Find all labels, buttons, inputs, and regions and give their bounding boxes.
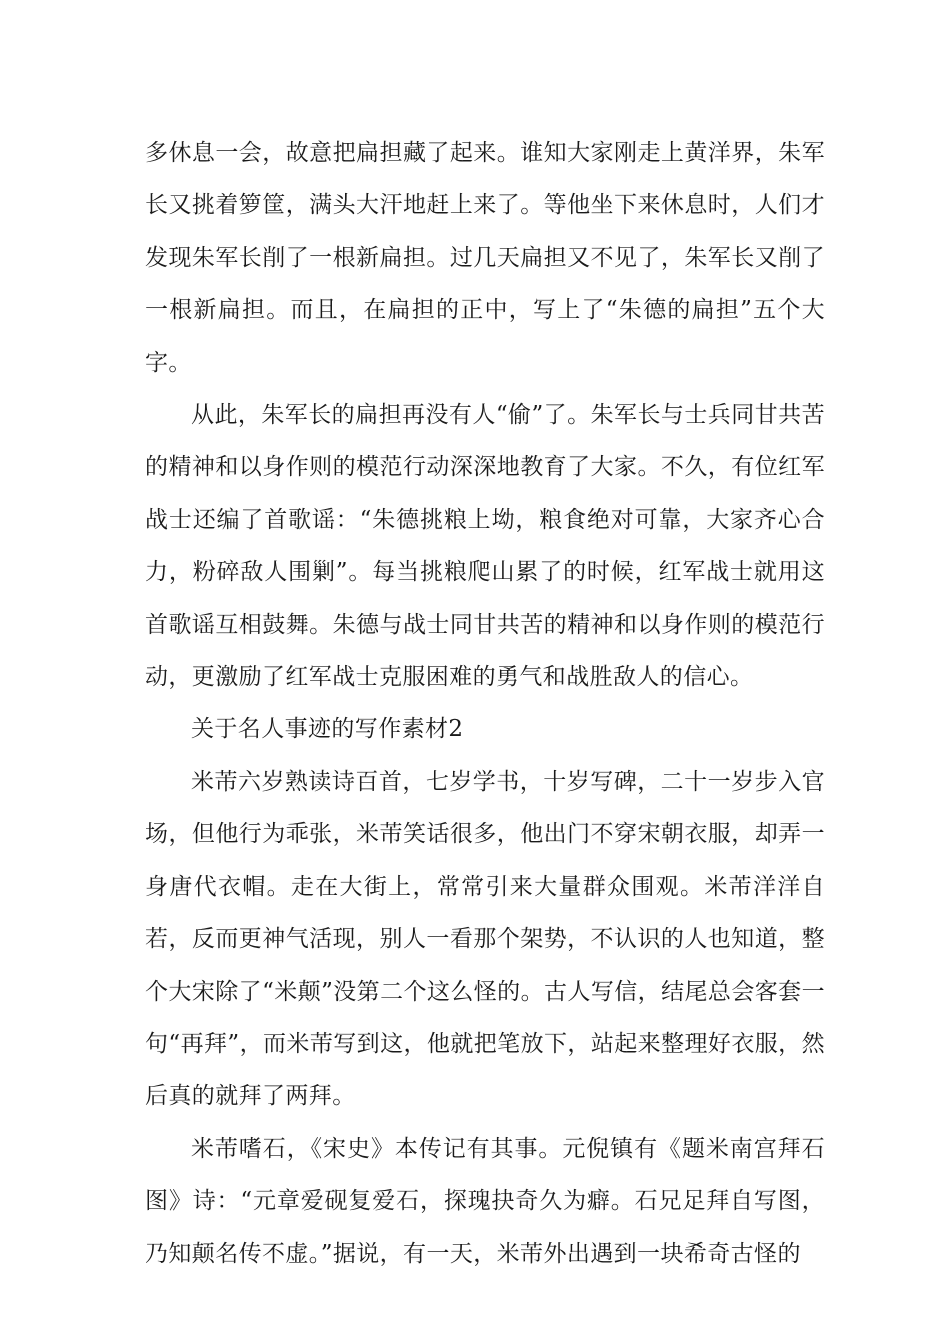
paragraph-1: 多休息一会，故意把扁担藏了起来。谁知大家刚走上黄洋界，朱军长又挑着箩筐，满头大汗地赶上来了。等他坐下来休息时，人们才发现朱军长削了一根新扁担。过几天扁担又不见了，朱军长又削了一根新扁担。而且，在扁担的正中，写上了“朱德的扁担”五个大字。 (145, 140, 825, 376)
paragraph-3: 米芾六岁熟读诗百首，七岁学书，十岁写碑，二十一岁步入官场，但他行为乖张，米芾笑话很多，他出门不穿宋朝衣服，却弄一身唐代衣帽。走在大街上，常常引来大量群众围观。米芾洋洋自若，反而更神气活现，别人一看那个架势，不认识的人也知道，整个大宋除了“米颠”没第二个这么怪的。古人写信，结尾总会客套一句“再拜”，而米芾写到这，他就把笔放下，站起来整理好衣服，然后真的就拜了两拜。 (145, 768, 825, 1110)
paragraph-2: 从此，朱军长的扁担再没有人“偷”了。朱军长与士兵同甘共苦的精神和以身作则的模范行动深深地教育了大家。不久，有位红军战士还编了首歌谣：“朱德挑粮上坳，粮食绝对可靠，大家齐心合力，粉碎敌人围剿”。每当挑粮爬山累了的时候，红军战士就用这首歌谣互相鼓舞。朱德与战士同甘共苦的精神和以身作则的模范行动，更激励了红军战士克服困难的勇气和战胜敌人的信心。 (145, 402, 825, 691)
section-heading: 关于名人事迹的写作素材2 (191, 716, 464, 743)
document-body (145, 127, 825, 1280)
paragraph-4: 米芾嗜石，《宋史》本传记有其事。元倪镇有《题米南宫拜石图》诗：“元章爱砚复爱石，探瑰抉奇久为癖。石兄足拜自写图，乃知颠名传不虚。”据说，有一天，米芾外出遇到一块希奇古怪的 (145, 1135, 825, 1267)
